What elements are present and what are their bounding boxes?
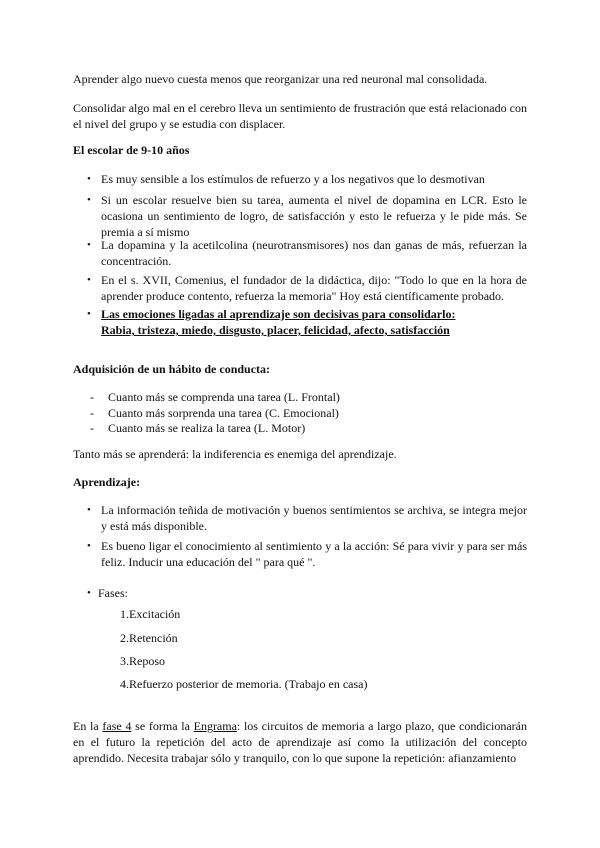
- phase-item: 2.Retención: [120, 631, 178, 645]
- emphasis-item: [101, 306, 527, 338]
- phase-item: 4.Refuerzo posterior de memoria. (Trabajo en casa): [120, 677, 368, 691]
- closing-prefix: En la: [73, 719, 103, 733]
- dash-icon: -: [90, 421, 94, 435]
- phase-item: 3.Reposo: [120, 654, 165, 668]
- dash-icon: -: [90, 390, 94, 404]
- list-item: Es muy sensible a los estímulos de refuerzo y a los negativos que lo desmotivan: [101, 172, 485, 186]
- list-item: Cuanto más sorprenda una tarea (C. Emocional): [108, 406, 339, 420]
- fase-4-link: fase 4: [102, 719, 132, 733]
- engrama-paragraph: [73, 718, 527, 766]
- list-item: Cuanto más se realiza la tarea (L. Motor): [108, 421, 306, 435]
- section-heading-aprendizaje: Aprendizaje:: [73, 475, 141, 489]
- list-item: Cuanto más se comprenda una tarea (L. Frontal): [108, 390, 340, 404]
- list-item: Si un escolar resuelve bien su tarea, aumenta el nivel de dopamina en LCR. Esto le ocasiona un sentimiento de logro, de satisfacción y esto le refuerza y le pide más. Se premia a sí mismo: [101, 193, 527, 239]
- intro-paragraph: Aprender algo nuevo cuesta menos que reorganizar una red neuronal mal consolidada.: [73, 72, 488, 86]
- emphasis-line-2: Rabia, tristeza, miedo, disgusto, placer, felicidad, afecto, satisfacción: [101, 323, 450, 337]
- bullet-icon: •: [87, 308, 91, 320]
- list-item: En el s. XVII, Comenius, el fundador de la didáctica, dijo: "Todo lo que en la hora de aprender produce contento, refuerza la memoria" Hoy está científicamente probado.: [101, 273, 527, 303]
- dash-icon: -: [90, 406, 94, 420]
- indifference-note: Tanto más se aprenderá: la indiferencia es enemiga del aprendizaje.: [73, 447, 397, 461]
- list-item: La información teñida de motivación y buenos sentimientos se archiva, se integra mejor y está más disponible.: [101, 503, 527, 533]
- closing-rest: : los circuitos de memoria a largo plazo, que condicionarán en el futuro la repetición del acto de aprendizaje así como la utilización del concepto aprendido. Necesita trabajar sólo y tranquilo, con lo que supone la repetición: afianzamiento: [73, 719, 527, 765]
- list-item: Es bueno ligar el conocimiento al sentimiento y a la acción: Sé para vivir y para ser más feliz. Inducir una educación del " para qué ".: [101, 539, 527, 569]
- closing-middle: se forma la: [131, 719, 194, 733]
- bullet-icon: •: [87, 504, 91, 516]
- frustration-paragraph: Consolidar algo mal en el cerebro lleva un sentimiento de frustración que está relacionado con el nivel del grupo y se estudia con displacer.: [73, 101, 527, 131]
- bullet-icon: •: [87, 239, 91, 251]
- fases-label: Fases:: [98, 586, 128, 600]
- engrama-link: Engrama: [193, 719, 237, 733]
- emphasis-line-1: Las emociones ligadas al aprendizaje son decisivas para consolidarlo:: [101, 307, 456, 321]
- bullet-icon: •: [87, 540, 91, 552]
- phase-item: 1.Excitación: [120, 607, 181, 621]
- section-heading-escolar: El escolar de 9-10 años: [73, 143, 190, 157]
- list-item: La dopamina y la acetilcolina (neurotransmisores) nos dan ganas de más, refuerzan la concentración.: [101, 238, 527, 268]
- bullet-icon: •: [87, 587, 91, 599]
- bullet-icon: •: [87, 173, 91, 185]
- bullet-icon: •: [87, 274, 91, 286]
- bullet-icon: •: [87, 194, 91, 206]
- section-heading-habito: Adquisición de un hábito de conducta:: [73, 362, 271, 376]
